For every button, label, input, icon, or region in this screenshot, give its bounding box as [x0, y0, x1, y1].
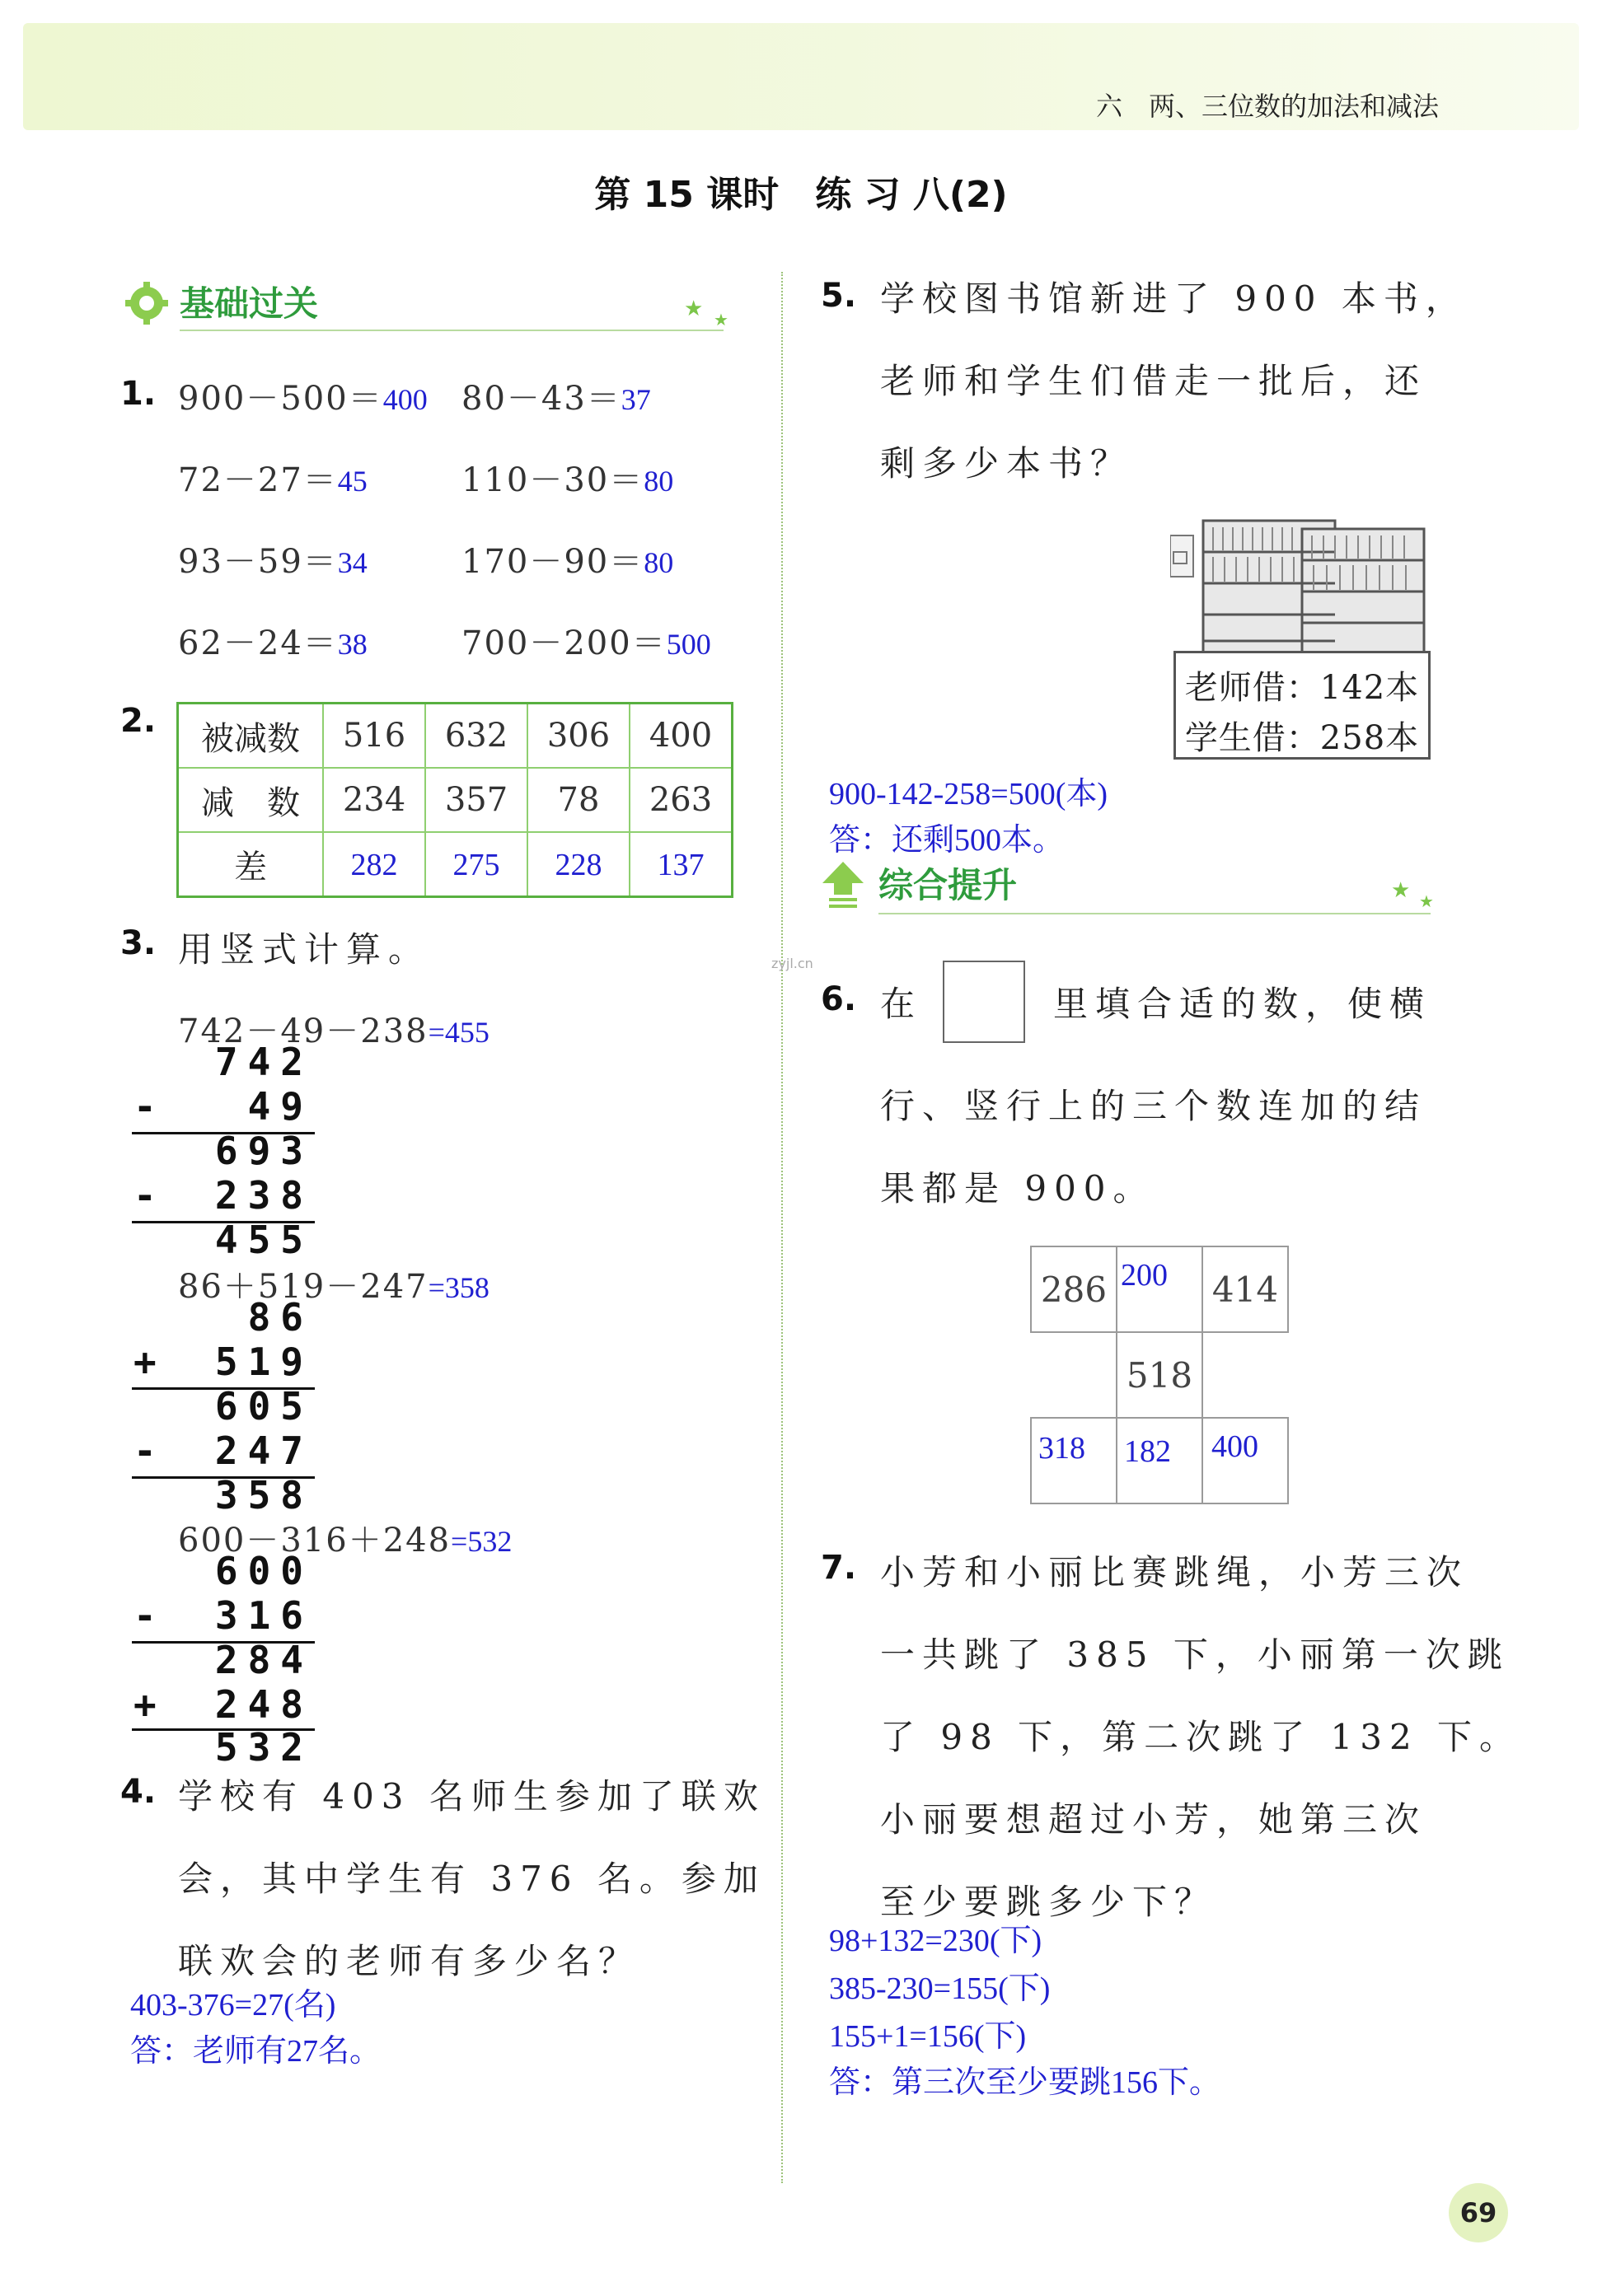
vertical-calc-row: 600: [214, 1549, 313, 1593]
operator-sign: -: [134, 1084, 166, 1129]
difference-answer: 282: [350, 848, 398, 882]
table-cell: [527, 832, 630, 897]
table-cell: 234: [323, 768, 425, 832]
grid-cell[interactable]: [1116, 1417, 1203, 1504]
question-3-text: 用竖式计算。: [178, 929, 431, 970]
teacher-borrow: 老师借：142本: [1184, 669, 1420, 707]
table-cell: 306: [527, 704, 630, 769]
bookshelf-image: [1170, 519, 1426, 662]
chapter-title: 六 两、三位数的加法和减法: [1096, 91, 1440, 122]
question-7-line: 小芳和小丽比赛跳绳，小芳三次: [880, 1552, 1469, 1592]
arrow-up-icon: [821, 860, 865, 913]
q1-expr: 170－90＝: [461, 543, 644, 581]
q1-expr: 93－59＝: [178, 543, 338, 581]
vertical-calc-row: 49: [247, 1084, 313, 1129]
row-label: 被减数: [178, 704, 324, 769]
star-icon: ★: [684, 297, 704, 321]
difference-answer: 137: [657, 848, 705, 882]
expr: 86＋519－247: [178, 1268, 429, 1306]
question-4-line: 会，其中学生有 376 名。参加: [178, 1859, 766, 1899]
question-6-line: 在: [880, 984, 923, 1024]
question-4-line: 学校有 403 名师生参加了联欢: [178, 1776, 766, 1817]
question-7-line: 至少要跳多少下？: [880, 1882, 1217, 1922]
grid-cell[interactable]: [1116, 1246, 1203, 1333]
borrow-info-box: [1173, 651, 1431, 760]
answer: =455: [428, 1016, 490, 1049]
question-7-line: 一共跳了 385 下，小丽第一次跳: [880, 1634, 1510, 1675]
lesson-title: 第 15 课时 练 习 八(2): [594, 174, 1008, 216]
vertical-calc-row: 693: [214, 1129, 313, 1173]
vertical-calc-row: 742: [214, 1040, 313, 1084]
grid-answer: 318: [1038, 1431, 1085, 1466]
question-4-line: 联欢会的老师有多少名？: [178, 1941, 641, 1981]
column-divider: [781, 272, 783, 2183]
operator-sign: -: [134, 1429, 166, 1473]
section-basic: 基础过关: [180, 283, 319, 324]
q5-answer-equation: 900-142-258=500(本): [829, 777, 1108, 811]
grid-answer: 200: [1121, 1258, 1168, 1293]
star-icon: ★: [714, 310, 728, 330]
grid-answer: 400: [1211, 1429, 1258, 1464]
q4-answer-statement: 答：老师有27名。: [130, 2034, 382, 2069]
question-4-number: 4.: [120, 1773, 157, 1811]
vertical-calc-row: 284: [214, 1638, 313, 1682]
vertical-calc-row: 247: [214, 1429, 313, 1473]
grid-cell: 414: [1202, 1246, 1289, 1333]
question-7-line: 小丽要想超过小芳，她第三次: [880, 1799, 1427, 1840]
q4-answer-equation: 403-376=27(名): [130, 1988, 336, 2022]
table-cell: [630, 832, 733, 897]
table-row: [178, 768, 733, 832]
q1-expr: 110－30＝: [461, 461, 644, 499]
table-cell: 516: [323, 704, 425, 769]
q1-expr: 62－24＝: [178, 624, 338, 662]
grid-cell: 518: [1116, 1331, 1203, 1419]
table-cell: [323, 832, 425, 897]
question-6-line: 果都是 900。: [880, 1168, 1155, 1209]
question-3-number: 3.: [120, 924, 157, 962]
question-6-line: 里填合适的数，使横: [1053, 984, 1432, 1024]
q7-answer-statement: 答：第三次至少要跳156下。: [829, 2065, 1221, 2100]
expr: 742－49－238: [178, 1012, 429, 1050]
q1-answer: 34: [337, 546, 368, 579]
q1-answer: 45: [337, 465, 368, 498]
vertical-calc-row: 86: [247, 1295, 313, 1340]
question-7-number: 7.: [821, 1549, 857, 1587]
q7-answer-step: 385-230=155(下): [829, 1971, 1051, 2006]
operator-sign: -: [134, 1593, 166, 1638]
table-cell: 263: [630, 768, 733, 832]
question-1-number: 1.: [120, 375, 157, 413]
grid-cell[interactable]: [1202, 1417, 1289, 1504]
question-5-number: 5.: [821, 277, 857, 315]
question-5-line: 学校图书馆新进了 900 本书，: [880, 278, 1468, 319]
answer: =358: [428, 1271, 490, 1304]
q7-answer-step: 98+132=230(下): [829, 1924, 1042, 1958]
question-5-line: 老师和学生们借走一批后，还: [880, 361, 1427, 401]
difference-answer: 275: [452, 848, 500, 882]
vertical-calc-row: 519: [214, 1340, 313, 1384]
grid-cell: 286: [1030, 1246, 1117, 1333]
page-number: 69: [1449, 2183, 1508, 2242]
expr: 600－316＋248: [178, 1522, 452, 1560]
difference-answer: 228: [555, 848, 602, 882]
vertical-calc-row: 238: [214, 1173, 313, 1218]
vertical-calc-row: 532: [214, 1725, 313, 1770]
star-icon: ★: [1391, 878, 1411, 903]
q7-answer-step: 155+1=156(下): [829, 2019, 1027, 2054]
watermark: zyjl.cn: [771, 956, 813, 971]
blank-box-example: [943, 961, 1025, 1043]
operator-sign: -: [134, 1173, 166, 1218]
q1-answer: 80: [644, 465, 674, 498]
subtraction-table: [176, 702, 733, 898]
gear-icon: [124, 280, 170, 330]
section-basic-underline: [180, 330, 724, 331]
table-cell: 357: [425, 768, 527, 832]
question-6-number: 6.: [821, 980, 857, 1018]
vertical-calc-row: 316: [214, 1593, 313, 1638]
vertical-calc-row: 605: [214, 1384, 313, 1429]
operator-sign: +: [134, 1340, 166, 1384]
vertical-calc-row: 455: [214, 1218, 313, 1262]
question-5-line: 剩多少本书？: [880, 443, 1133, 484]
star-icon: ★: [1419, 891, 1434, 911]
q1-answer: 37: [621, 383, 651, 416]
answer: =532: [451, 1525, 513, 1558]
table-row: [178, 832, 733, 897]
question-2-number: 2.: [120, 702, 157, 740]
table-cell: 632: [425, 704, 527, 769]
table-cell: [425, 832, 527, 897]
q1-answer: 400: [382, 383, 428, 416]
grid-cell[interactable]: [1030, 1417, 1117, 1504]
question-6-line: 行、竖行上的三个数连加的结: [880, 1086, 1427, 1126]
table-cell: 400: [630, 704, 733, 769]
grid-answer: 182: [1124, 1434, 1171, 1469]
q5-answer-statement: 答：还剩500本。: [829, 823, 1065, 858]
q1-expr: 700－200＝: [461, 624, 667, 662]
table-cell: 78: [527, 768, 630, 832]
vertical-calc-row: 248: [214, 1682, 313, 1727]
section-advanced: 综合提升: [878, 865, 1018, 905]
q1-answer: 500: [666, 628, 711, 661]
student-borrow: 学生借：258本: [1184, 719, 1420, 757]
table-row: [178, 704, 733, 769]
q1-expr: 80－43＝: [461, 380, 621, 418]
row-label: 减 数: [178, 768, 324, 832]
q1-expr: 900－500＝: [178, 380, 383, 418]
section-advanced-underline: [878, 913, 1431, 914]
q1-expr: 72－27＝: [178, 461, 338, 499]
operator-sign: +: [134, 1682, 166, 1727]
vertical-calc-row: 358: [214, 1473, 313, 1517]
question-7-line: 了 98 下，第二次跳了 132 下。: [880, 1717, 1522, 1757]
q1-answer: 38: [337, 628, 368, 661]
row-label: 差: [178, 832, 324, 897]
q1-answer: 80: [644, 546, 674, 579]
